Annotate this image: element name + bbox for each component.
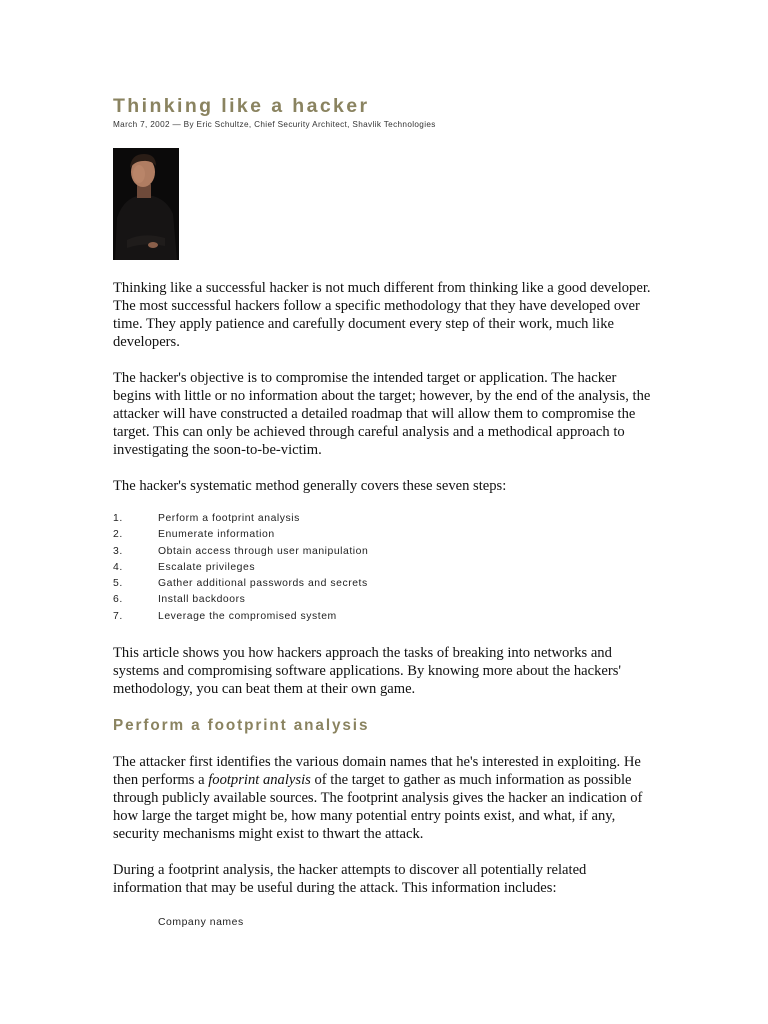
author-photo — [113, 148, 179, 260]
step-text: Leverage the compromised system — [158, 610, 337, 622]
section-heading: Perform a footprint analysis — [113, 717, 370, 735]
step-text: Perform a footprint analysis — [158, 513, 300, 524]
step-number: 3. — [113, 545, 123, 557]
step-number: 2. — [113, 529, 123, 541]
intro-paragraph-2: The hacker's objective is to compromise the intended target or application. The hacker begins with little or no information about the target; however, by the end of the analysis, the attacker will have constructed a detailed roadmap that will allow them to compromise the target. This can only be achieved through careful analysis and a methodical approach to investigating the soon-to-be-victim. — [113, 370, 651, 458]
info-list — [158, 915, 658, 931]
intro-paragraph-3: The hacker's systematic method generally covers these seven steps: — [113, 478, 507, 494]
section-paragraph-2: During a footprint analysis, the hacker attempts to discover all potentially related information that may be useful during the attack. This information includes: — [113, 862, 587, 897]
list-item — [113, 592, 658, 608]
section-paragraph-1 — [113, 753, 658, 843]
step-number: 6. — [113, 594, 123, 606]
list-item — [113, 609, 658, 625]
step-text: Install backdoors — [158, 594, 246, 606]
steps-list — [113, 511, 658, 625]
after-steps-paragraph: This article shows you how hackers approach the tasks of breaking into networks and systems and compromising software applications. By knowing more about the hackers' methodology, you can beat them at their own game. — [113, 645, 622, 698]
list-item: Company names — [158, 917, 244, 929]
step-text: Enumerate information — [158, 529, 275, 541]
article-title: Thinking like a hacker — [113, 95, 370, 117]
list-item — [113, 544, 658, 560]
step-number: 4. — [113, 561, 123, 573]
article — [113, 94, 658, 931]
step-text: Obtain access through user manipulation — [158, 545, 369, 557]
step-text: Escalate privileges — [158, 561, 256, 573]
step-number: 5. — [113, 578, 123, 590]
section-paragraph-1-end: of the target to gather as much information as possible through publicly available sources. The footprint analysis gives the hacker an indication of how large the target might be, how many potential entry points exist, and what, if any, security mechanisms might exist to thwart the attack. — [113, 772, 643, 843]
article-byline: March 7, 2002 — By Eric Schultze, Chief Security Architect, Shavlik Technologies — [113, 120, 436, 129]
list-item — [113, 511, 658, 527]
section-paragraph-1-emphasis: footprint analysis — [208, 772, 311, 789]
list-item — [113, 576, 658, 592]
step-text: Gather additional passwords and secrets — [158, 578, 368, 590]
step-number: 1. — [113, 513, 123, 524]
step-number: 7. — [113, 610, 123, 622]
list-item — [113, 560, 658, 576]
section-paragraph-1-start: The attacker first identifies the various domain names that he's interested in exploiting. He then performs a — [113, 754, 641, 789]
intro-paragraph-1: Thinking like a successful hacker is not much different from thinking like a good developer. The most successful hackers follow a specific methodology that they have developed over time. They apply patience and carefully document every step of their work, much like developers. — [113, 280, 651, 350]
list-item — [113, 527, 658, 543]
